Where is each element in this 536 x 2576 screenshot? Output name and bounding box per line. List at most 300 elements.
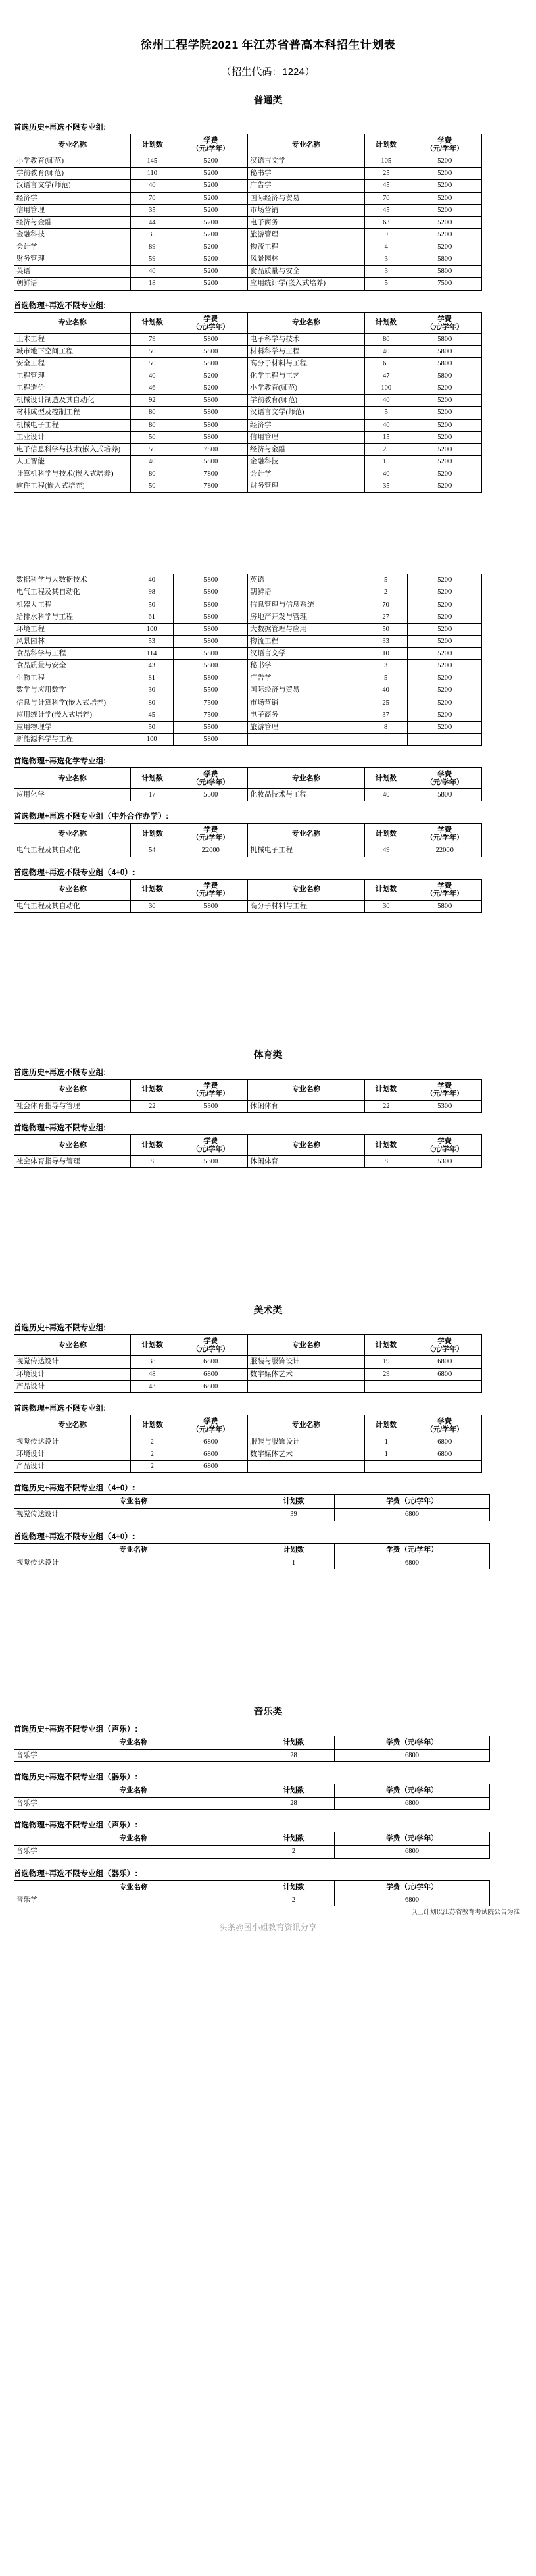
cell-plan: 89 — [131, 241, 174, 253]
plan-table — [14, 1736, 490, 1762]
group-label: 首选物理+再选不限专业组（器乐）: — [14, 1869, 138, 1878]
header-plan: 计划数 — [364, 1335, 408, 1356]
header-plan: 计划数 — [253, 1543, 335, 1557]
cell-plan: 59 — [131, 253, 174, 266]
plan-table — [14, 767, 482, 801]
cell-major: 英语 — [247, 574, 364, 586]
header-plan: 计划数 — [253, 1784, 335, 1798]
section-gap — [0, 913, 536, 1048]
header-fee-line1: 学费 — [203, 881, 218, 890]
cell-fee: 6800 — [174, 1368, 247, 1380]
table-header-row — [14, 312, 482, 333]
cell-fee: 7500 — [174, 709, 247, 721]
table-row — [14, 1798, 490, 1810]
header-major: 专业名称 — [14, 1135, 131, 1156]
table-row — [14, 345, 482, 357]
cell-fee: 5200 — [408, 599, 482, 611]
header-major: 专业名称 — [14, 768, 131, 789]
cell-fee: 7500 — [408, 278, 481, 290]
section-美术类 — [0, 1168, 536, 1569]
cell-fee: 5800 — [408, 345, 481, 357]
cell-major: 工业设计 — [14, 431, 131, 443]
table-row — [14, 1356, 482, 1368]
cell-plan: 48 — [131, 1368, 174, 1380]
table-row — [14, 395, 482, 407]
header-major: 专业名称 — [247, 768, 364, 789]
table-wrapper — [0, 1079, 536, 1113]
cell-plan: 44 — [131, 216, 174, 228]
cell-fee: 5200 — [408, 443, 481, 455]
header-plan: 计划数 — [364, 1415, 408, 1436]
cell-fee: 5200 — [408, 574, 482, 586]
cell-major: 经济与金融 — [247, 443, 364, 455]
table-row — [14, 709, 482, 721]
header-fee-line1: 学费 — [437, 826, 452, 834]
cell-major: 学前教育(师范) — [247, 395, 364, 407]
group-gap — [0, 857, 536, 867]
header-fee — [408, 1079, 481, 1100]
cell-fee — [408, 1380, 481, 1392]
cell-fee: 5200 — [408, 697, 482, 709]
cell-fee: 6800 — [408, 1436, 481, 1448]
table-wrapper — [0, 823, 536, 857]
table-wrapper — [0, 1880, 536, 1906]
cell-plan: 9 — [364, 228, 408, 241]
header-fee: 学费（元/学年） — [335, 1784, 490, 1798]
cell-plan: 25 — [364, 443, 408, 455]
cell-plan: 40 — [131, 455, 174, 468]
cell-major: 数字媒体艺术 — [247, 1368, 364, 1380]
cell-fee: 5200 — [408, 168, 481, 180]
cell-plan: 28 — [253, 1798, 335, 1810]
header-fee — [408, 1335, 481, 1356]
cell-fee: 6800 — [408, 1356, 481, 1368]
cell-fee: 5200 — [174, 253, 247, 266]
cell-fee: 6800 — [174, 1461, 247, 1473]
plan-table — [14, 1134, 482, 1168]
cell-fee: 5500 — [174, 721, 247, 733]
header-fee — [408, 824, 481, 844]
cell-plan: 81 — [130, 672, 174, 684]
table-row — [14, 574, 482, 586]
cell-plan — [364, 1461, 408, 1473]
table-row — [14, 844, 482, 857]
cell-major: 经济学 — [247, 419, 364, 431]
header-plan: 计划数 — [364, 312, 408, 333]
cell-major: 电气工程及其自动化 — [14, 586, 130, 599]
header-fee: 学费（元/学年） — [335, 1832, 490, 1846]
header-plan: 计划数 — [364, 1135, 408, 1156]
plan-table — [14, 1880, 490, 1906]
cell-fee: 5200 — [408, 635, 482, 647]
cell-major: 经济与金融 — [14, 216, 131, 228]
cell-fee: 5800 — [174, 660, 247, 672]
cell-plan: 40 — [364, 789, 408, 801]
cell-fee: 7800 — [174, 443, 247, 455]
header-fee — [408, 134, 481, 155]
cell-major: 物流工程 — [247, 241, 364, 253]
cell-major: 服装与服饰设计 — [247, 1436, 364, 1448]
table-wrapper — [0, 1832, 536, 1858]
cell-plan: 30 — [131, 900, 174, 912]
cell-fee: 5800 — [408, 370, 481, 382]
cell-fee: 5800 — [174, 648, 247, 660]
cell-plan: 79 — [131, 333, 174, 345]
header-fee-line1: 学费 — [437, 881, 452, 890]
group-gap — [0, 1473, 536, 1482]
cell-fee: 5800 — [174, 611, 247, 623]
cell-plan: 1 — [253, 1557, 335, 1569]
cell-major: 人工智能 — [14, 455, 131, 468]
cell-major: 休闲体育 — [247, 1156, 364, 1168]
header-plan: 计划数 — [131, 824, 174, 844]
cell-major: 会计学 — [14, 241, 131, 253]
cell-plan: 40 — [131, 266, 174, 278]
table-row — [14, 431, 482, 443]
header-fee-line1: 学费 — [203, 1337, 218, 1346]
table-row — [14, 1436, 482, 1448]
cell-major: 电子信息科学与技术(嵌入式培养) — [14, 443, 131, 455]
cell-fee: 5800 — [174, 599, 247, 611]
header-fee: 学费（元/学年） — [335, 1736, 490, 1749]
sections-container — [0, 93, 536, 1906]
cell-plan: 22 — [131, 1100, 174, 1112]
header-major: 专业名称 — [14, 312, 131, 333]
cell-major: 信息与计算科学(嵌入式培养) — [14, 697, 130, 709]
header-major: 专业名称 — [14, 824, 131, 844]
header-plan: 计划数 — [253, 1495, 335, 1509]
section-gap — [0, 1168, 536, 1303]
cell-fee: 5800 — [174, 395, 247, 407]
cell-fee: 5200 — [408, 431, 481, 443]
cell-major: 经济学 — [14, 192, 131, 204]
header-fee-line2: （元/学年） — [426, 145, 464, 153]
group-gap — [0, 1762, 536, 1771]
cell-plan: 38 — [131, 1356, 174, 1368]
table-row — [14, 1557, 490, 1569]
cell-plan: 3 — [364, 660, 408, 672]
group-gap — [0, 291, 536, 300]
cell-fee: 6800 — [174, 1436, 247, 1448]
cell-fee: 5200 — [408, 672, 482, 684]
table-header-row — [14, 1335, 482, 1356]
cell-major: 土木工程 — [14, 333, 131, 345]
table-row — [14, 266, 482, 278]
header-fee-line1: 学费 — [437, 136, 452, 145]
group-label: 首选物理+再选不限专业组: — [14, 1124, 107, 1132]
header-fee-line1: 学费 — [437, 1137, 452, 1145]
header-fee: 学费（元/学年） — [335, 1543, 490, 1557]
cell-fee: 5800 — [174, 407, 247, 419]
table-wrapper — [0, 1543, 536, 1569]
cell-major: 工程造价 — [14, 382, 131, 395]
header-fee — [408, 879, 481, 900]
cell-plan — [364, 1380, 408, 1392]
cell-fee: 5800 — [174, 345, 247, 357]
cell-plan: 53 — [130, 635, 174, 647]
header-plan: 计划数 — [364, 824, 408, 844]
cell-major: 朝鲜语 — [14, 278, 131, 290]
cell-major: 高分子材料与工程 — [247, 900, 364, 912]
header-fee-line1: 学费 — [437, 1417, 452, 1425]
header-fee-line2: （元/学年） — [192, 145, 230, 153]
header-major: 专业名称 — [14, 1415, 131, 1436]
table-row — [14, 721, 482, 733]
cell-major: 社会体育指导与管理 — [14, 1156, 131, 1168]
table-row — [14, 1380, 482, 1392]
header-major: 专业名称 — [247, 1135, 364, 1156]
cell-fee: 6800 — [174, 1380, 247, 1392]
header-major: 专业名称 — [247, 1415, 364, 1436]
table-row — [14, 455, 482, 468]
header-fee — [174, 134, 247, 155]
header-fee — [174, 1335, 247, 1356]
cell-fee: 6800 — [335, 1894, 490, 1906]
table-wrapper — [0, 1134, 536, 1168]
header-plan: 计划数 — [131, 1135, 174, 1156]
header-fee: 学费（元/学年） — [335, 1495, 490, 1509]
table-row — [14, 407, 482, 419]
header-major: 专业名称 — [14, 1832, 253, 1846]
header-plan: 计划数 — [364, 134, 408, 155]
plan-table — [14, 1079, 482, 1113]
cell-plan: 40 — [364, 395, 408, 407]
cell-plan: 30 — [130, 684, 174, 697]
cell-plan: 1 — [364, 1436, 408, 1448]
table-row — [14, 443, 482, 455]
table-row — [14, 648, 482, 660]
cell-major: 机械电子工程 — [247, 844, 364, 857]
section-gap — [0, 1569, 536, 1704]
cell-fee: 6800 — [335, 1798, 490, 1810]
header-plan: 计划数 — [253, 1832, 335, 1846]
cell-fee: 5200 — [174, 228, 247, 241]
table-wrapper — [0, 312, 536, 493]
footnote: 以上计划以江苏省教育考试院公告为准 — [410, 1908, 520, 1916]
plan-table — [14, 134, 482, 291]
cell-fee: 5200 — [174, 278, 247, 290]
table-wrapper — [0, 1784, 536, 1810]
cell-major: 工程管理 — [14, 370, 131, 382]
cell-plan: 5 — [364, 407, 408, 419]
cell-plan: 61 — [130, 611, 174, 623]
cell-plan: 15 — [364, 455, 408, 468]
cell-major: 金融科技 — [247, 455, 364, 468]
cell-plan: 2 — [131, 1461, 174, 1473]
header-fee — [408, 1415, 481, 1436]
cell-major: 食品科学与工程 — [14, 648, 130, 660]
cell-plan: 40 — [364, 345, 408, 357]
table-row — [14, 1156, 482, 1168]
cell-plan: 3 — [364, 266, 408, 278]
cell-plan: 98 — [130, 586, 174, 599]
table-wrapper — [0, 767, 536, 801]
table-row — [14, 623, 482, 635]
cell-major: 大数据管理与应用 — [247, 623, 364, 635]
header-plan: 计划数 — [364, 1079, 408, 1100]
cell-fee: 22000 — [174, 844, 247, 857]
cell-major: 应用统计学(嵌入式培养) — [14, 709, 130, 721]
table-header-row — [14, 1736, 490, 1749]
cell-fee: 5500 — [174, 789, 247, 801]
cell-fee: 5200 — [408, 721, 482, 733]
cell-major: 英语 — [14, 266, 131, 278]
cell-plan: 70 — [364, 192, 408, 204]
cell-plan: 110 — [131, 168, 174, 180]
cell-major: 风景园林 — [247, 253, 364, 266]
cell-major: 秘书学 — [247, 168, 364, 180]
cell-fee: 5200 — [174, 382, 247, 395]
cell-fee: 5200 — [408, 216, 481, 228]
plan-table — [14, 1494, 490, 1521]
cell-plan: 45 — [130, 709, 174, 721]
cell-major: 产品设计 — [14, 1380, 131, 1392]
header-fee — [408, 1135, 481, 1156]
section-体育类 — [0, 913, 536, 1169]
table-row — [14, 180, 482, 192]
cell-major: 风景园林 — [14, 635, 130, 647]
cell-major: 视觉传达设计 — [14, 1436, 131, 1448]
cell-major: 广告学 — [247, 180, 364, 192]
group-label: 首选物理+再选不限专业组（中外合作办学）: — [14, 813, 169, 822]
cell-major: 社会体育指导与管理 — [14, 1100, 131, 1112]
header-fee-line2: （元/学年） — [426, 1145, 464, 1154]
cell-plan: 70 — [364, 599, 408, 611]
cell-fee: 5800 — [174, 333, 247, 345]
cell-fee: 5300 — [174, 1156, 247, 1168]
cell-plan: 1 — [364, 1448, 408, 1461]
cell-fee: 7800 — [174, 468, 247, 480]
cell-major: 应用化学 — [14, 789, 131, 801]
cell-plan: 54 — [131, 844, 174, 857]
table-row — [14, 697, 482, 709]
cell-plan: 27 — [364, 611, 408, 623]
table-row — [14, 684, 482, 697]
cell-major: 数学与应用数学 — [14, 684, 130, 697]
header-fee-line2: （元/学年） — [192, 322, 230, 331]
plan-table — [14, 312, 482, 493]
table-row — [14, 1749, 490, 1761]
plan-table — [14, 1832, 490, 1858]
cell-major: 小学教育(师范) — [14, 155, 131, 168]
cell-fee: 5200 — [174, 204, 247, 216]
cell-plan: 2 — [364, 586, 408, 599]
cell-major: 学前教育(师范) — [14, 168, 131, 180]
plan-table — [14, 1784, 490, 1810]
cell-fee: 5200 — [408, 395, 481, 407]
cell-plan: 39 — [253, 1509, 335, 1521]
header-fee-line1: 学费 — [203, 1137, 218, 1145]
group-label: 首选物理+再选不限专业组（声乐）: — [14, 1821, 138, 1830]
cell-major: 汉语言文学(师范) — [14, 180, 131, 192]
table-row — [14, 1100, 482, 1112]
header-major: 专业名称 — [14, 1784, 253, 1798]
group-gap — [0, 801, 536, 811]
cell-major: 视觉传达设计 — [14, 1509, 253, 1521]
table-row — [14, 1894, 490, 1906]
group-label: 首选物理+再选不限专业组: — [14, 1404, 107, 1413]
table-row — [14, 419, 482, 431]
cell-plan: 5 — [364, 672, 408, 684]
cell-major — [247, 733, 364, 745]
plan-table — [14, 823, 482, 857]
table-row — [14, 468, 482, 480]
cell-major: 音乐学 — [14, 1798, 253, 1810]
header-fee — [174, 1135, 247, 1156]
cell-plan: 5 — [364, 574, 408, 586]
cell-plan: 43 — [130, 660, 174, 672]
cell-fee: 5200 — [408, 241, 481, 253]
cell-major: 新能源科学与工程 — [14, 733, 130, 745]
cell-fee: 5200 — [408, 611, 482, 623]
cell-plan: 114 — [130, 648, 174, 660]
header-fee-line1: 学费 — [203, 826, 218, 834]
header-fee — [174, 768, 247, 789]
cell-plan: 2 — [131, 1436, 174, 1448]
cell-fee: 5200 — [408, 419, 481, 431]
table-row — [14, 672, 482, 684]
cell-major: 国际经济与贸易 — [247, 684, 364, 697]
header-fee-line2: （元/学年） — [192, 778, 230, 787]
group-gap — [0, 1521, 536, 1531]
group-label: 首选物理+再选不限专业组（4+0）: — [14, 868, 135, 877]
table-wrapper — [0, 574, 536, 746]
cell-fee: 5200 — [408, 407, 481, 419]
header-major: 专业名称 — [247, 824, 364, 844]
cell-fee: 6800 — [335, 1557, 490, 1569]
header-fee — [174, 1079, 247, 1100]
cell-fee: 5800 — [174, 733, 247, 745]
table-wrapper — [0, 1736, 536, 1762]
cell-fee: 5200 — [408, 468, 481, 480]
page-title: 徐州工程学院2021 年江苏省普高本科招生计划表 — [140, 39, 396, 51]
header-fee — [174, 312, 247, 333]
cell-plan: 17 — [131, 789, 174, 801]
header-fee-line2: （元/学年） — [426, 889, 464, 898]
header-major: 专业名称 — [14, 1543, 253, 1557]
header-major: 专业名称 — [14, 1079, 131, 1100]
cell-plan: 80 — [131, 419, 174, 431]
cell-plan: 80 — [364, 333, 408, 345]
table-row — [14, 1461, 482, 1473]
cell-major: 广告学 — [247, 672, 364, 684]
plan-table — [14, 1415, 482, 1473]
cell-major: 材料成型及控制工程 — [14, 407, 131, 419]
cell-fee: 6800 — [408, 1448, 481, 1461]
cell-major: 房地产开发与管理 — [247, 611, 364, 623]
header-fee — [174, 824, 247, 844]
admission-code-subtitle: （招生代码：1224） — [221, 66, 315, 78]
table-row — [14, 789, 482, 801]
cell-major: 电子商务 — [247, 709, 364, 721]
cell-fee: 6800 — [408, 1368, 481, 1380]
table-row — [14, 333, 482, 345]
cell-major: 机械设计制造及其自动化 — [14, 395, 131, 407]
cell-fee: 5200 — [174, 241, 247, 253]
cell-plan: 8 — [364, 1156, 408, 1168]
cell-plan: 65 — [364, 357, 408, 370]
group-label: 首选历史+再选不限专业组（器乐）: — [14, 1773, 138, 1782]
cell-major: 会计学 — [247, 468, 364, 480]
group-label: 首选历史+再选不限专业组（4+0）: — [14, 1484, 135, 1493]
table-row — [14, 1368, 482, 1380]
cell-plan — [364, 733, 408, 745]
cell-plan: 40 — [131, 370, 174, 382]
cell-plan: 22 — [364, 1100, 408, 1112]
table-row — [14, 660, 482, 672]
cell-plan: 2 — [253, 1846, 335, 1858]
group-gap — [0, 1859, 536, 1868]
